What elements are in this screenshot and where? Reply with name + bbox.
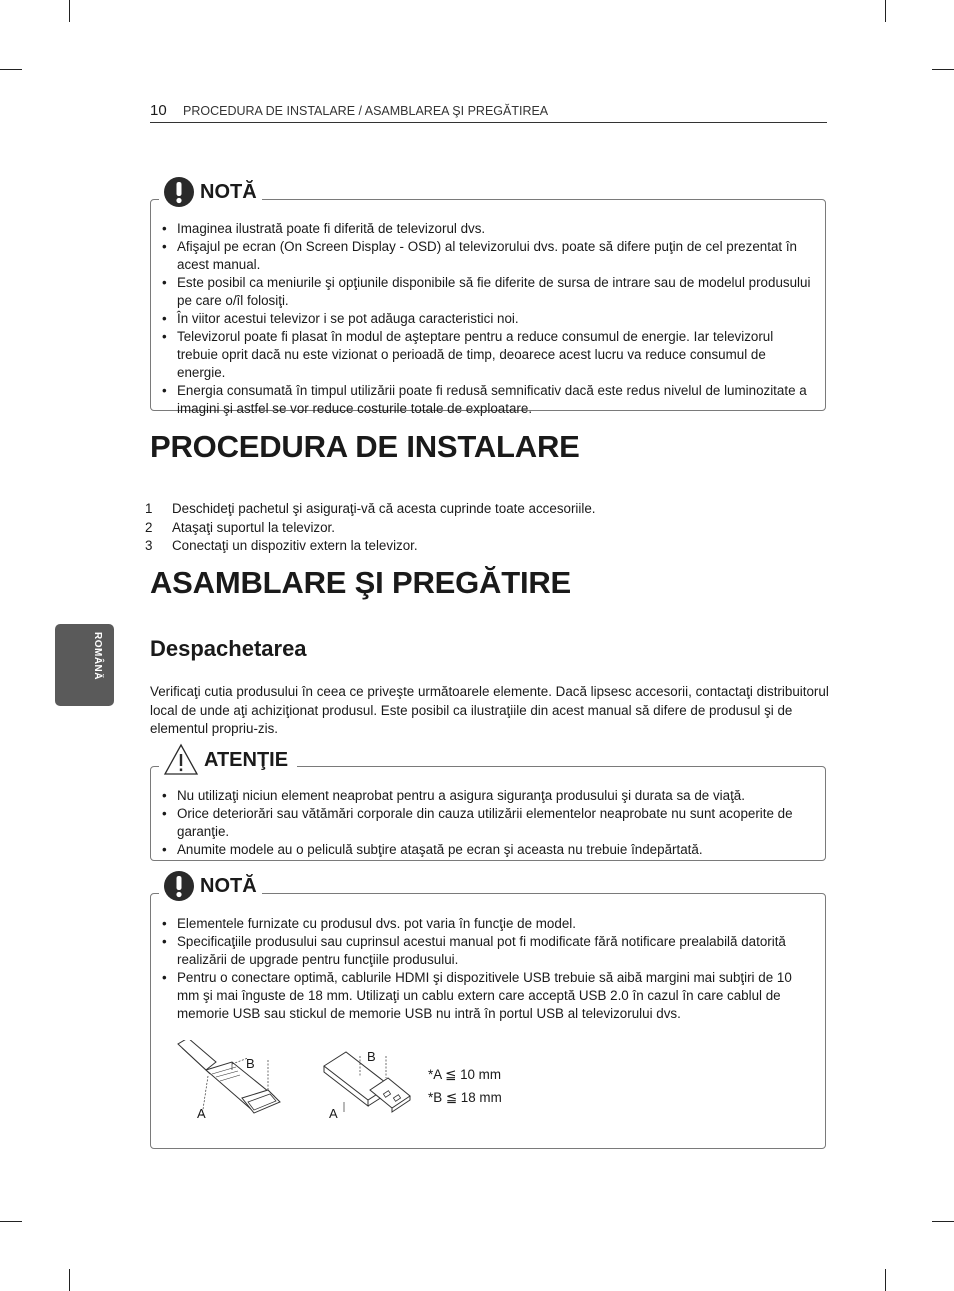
caution-list: [161, 787, 815, 859]
dimension-label-b: B: [246, 1056, 255, 1071]
section-title-installation: PROCEDURA DE INSTALARE: [150, 429, 580, 464]
crop-mark: [885, 1269, 886, 1291]
crop-mark: [69, 1269, 70, 1291]
step-text: Ataşaţi suportul la televizor.: [172, 519, 336, 535]
list-item: • Nu utilizaţi niciun element neaprobat pentru a asigura siguranţa produsului şi durata sa de viaţă.: [161, 787, 815, 805]
note-box: [150, 180, 826, 416]
note-title: [159, 870, 262, 902]
unpacking-paragraph: Verificaţi cutia produsului în ceea ce priveşte următoarele elemente. Dacă lipsesc accesorii, contactaţi distribuitorul local de unde aţi achiziţionat produsul. Este posibil ca ilustraţiile din acest manual să difere de produsul şi de elementul propriu-zis.: [150, 684, 829, 736]
caution-box: [150, 748, 826, 861]
step-number: 3: [145, 538, 153, 553]
header-title: PROCEDURA DE INSTALARE / ASAMBLAREA ŞI PREGĂTIREA: [183, 104, 549, 118]
crop-mark: [0, 69, 22, 70]
list-item: • Energia consumată în timpul utilizării poate fi redusă semnificativ dacă este redus nivelul de luminozitate a imagini şi astfel se vor reduce costurile totale de exploatare.: [161, 382, 815, 418]
language-tab-label: ROMÂNĂ: [92, 632, 103, 680]
crop-mark: [932, 1221, 954, 1222]
note-label: NOTĂ: [200, 874, 257, 897]
note-label: NOTĂ: [200, 180, 257, 203]
list-item: • În viitor acestui televizor i se pot adăuga caracteristici noi.: [161, 310, 815, 328]
list-item: • Elementele furnizate cu produsul dvs. pot varia în funcţie de model.: [161, 915, 815, 933]
crop-mark: [0, 1221, 22, 1222]
step-number: 1: [145, 501, 153, 516]
crop-mark: [932, 69, 954, 70]
dimension-b-spec: *B ≦ 18 mm: [428, 1090, 502, 1105]
list-item: • Pentru o conectare optimă, cablurile HDMI şi dispozitivele USB trebuie să aibă margini mai subţiri de 10 mm şi mai înguste de 18 mm. Utilizaţi un cablu extern care acceptă USB 2.0 în cazul în care cablul de memorie USB sau stickul de memorie USB nu intră în portul USB al televizorului dvs.: [161, 969, 815, 1023]
hdmi-connector-illustration: [172, 1040, 292, 1125]
exclamation-icon: [163, 176, 195, 208]
step-number: 2: [145, 519, 153, 535]
section-title-assembly: ASAMBLARE ŞI PREGĂTIRE: [150, 565, 572, 600]
crop-mark: [69, 0, 70, 22]
installation-steps: [145, 500, 596, 556]
note-list: [161, 220, 815, 418]
subsection-title: Despachetarea: [150, 636, 307, 661]
list-item: • Televizorul poate fi plasat în modul de aşteptare pentru a reduce consumul de energie. Iar televizorul trebuie oprit dacă nu este vizionat o perioadă de timp, deoarece acest lucru va reduce consumul de energie.: [161, 328, 815, 382]
list-item: • Imaginea ilustrată poate fi diferită de televizorul dvs.: [161, 220, 815, 238]
dimension-label-b: B: [367, 1049, 376, 1064]
crop-mark: [885, 0, 886, 22]
list-item: • Este posibil ca meniurile şi opţiunile disponibile să fie diferite de sursa de intrare sau de modelul produsului pe care o/îl folosiţi.: [161, 274, 815, 310]
dimension-a-spec: *A ≦ 10 mm: [428, 1067, 501, 1082]
list-item: • Orice deteriorări sau vătămări corporale din cauza utilizării elementelor neaprobate nu sunt acoperite de garanţie.: [161, 805, 815, 841]
page-header: [150, 102, 827, 123]
language-tab: [55, 624, 114, 706]
list-item: [145, 519, 596, 538]
page-number: 10: [150, 102, 167, 119]
usb-stick-illustration: [320, 1046, 420, 1126]
list-item: [145, 537, 596, 556]
list-item: • Specificaţiile produsului sau cuprinsul acestui manual pot fi modificate fără notificare prealabilă datorită realizării de upgrade pentru funcţiile produsului.: [161, 933, 815, 969]
step-text: Conectaţi un dispozitiv extern la televizor.: [172, 538, 418, 553]
exclamation-icon: [163, 870, 195, 902]
warning-triangle-icon: [163, 743, 199, 777]
list-item: • Anumite modele au o peliculă subţire ataşată pe ecran şi aceasta nu trebuie îndepărtată.: [161, 841, 815, 859]
dimension-label-a: A: [197, 1106, 206, 1121]
step-text: Deschideţi pachetul şi asiguraţi-vă că acesta cuprinde toate accesoriile.: [172, 501, 596, 516]
list-item: [145, 500, 596, 519]
dimension-label-a: A: [329, 1106, 338, 1121]
list-item: • Afişajul pe ecran (On Screen Display - OSD) al televizorului dvs. poate să difere puţin de cel prezentat în acest manual.: [161, 238, 815, 274]
note-list: [161, 915, 815, 1023]
caution-title: [159, 743, 297, 777]
note-title: [159, 176, 262, 208]
caution-label: ATENŢIE: [204, 748, 289, 771]
